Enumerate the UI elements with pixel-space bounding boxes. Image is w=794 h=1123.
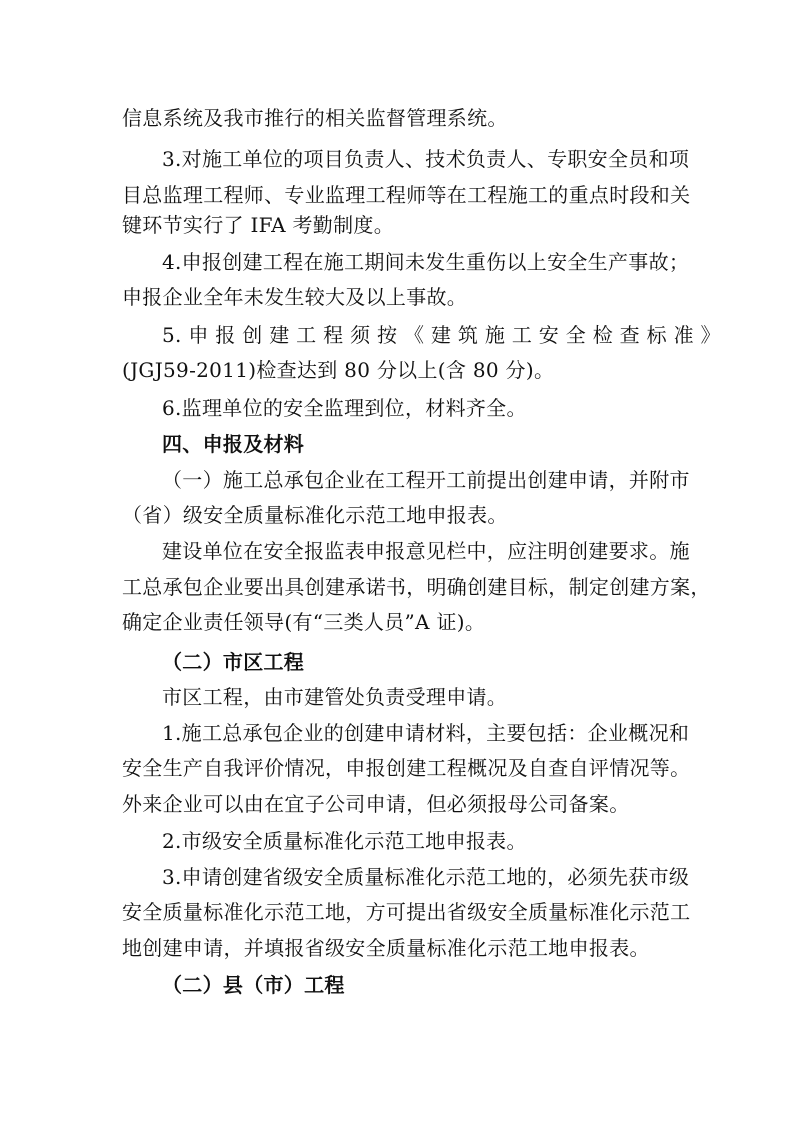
- text-line-12: （省）级安全质量标准化示范工地申报表。: [122, 503, 508, 527]
- text-line-7: 5. 申 报 创 建 工 程 须 按 《 建 筑 施 工 安 全 检 查 标 准 》: [162, 323, 721, 347]
- text-line-6: 申报企业全年未发生较大及以上事故。: [122, 285, 468, 309]
- subsection-heading-city: （二）市区工程: [162, 650, 305, 674]
- text-line-20: 外来企业可以由在宜子公司申请，但必须报母公司备案。: [122, 792, 630, 816]
- text-line-24: 地创建申请，并填报省级安全质量标准化示范工地申报表。: [122, 936, 650, 960]
- text-line-18: 1.施工总承包企业的创建申请材料，主要包括：企业概况和: [162, 721, 690, 745]
- text-line-9: 6.监理单位的安全监理到位，材料齐全。: [162, 396, 527, 420]
- text-line-15: 确定企业责任领导(有“三类人员”A 证)。: [122, 610, 486, 634]
- text-line-19: 安全生产自我评价情况，申报创建工程概况及自查自评情况等。: [122, 756, 691, 780]
- section-heading-4: 四、申报及材料: [162, 432, 305, 456]
- text-line-14: 工总承包企业要出具创建承诺书，明确创建目标，制定创建方案，: [122, 575, 711, 599]
- text-line-13: 建设单位在安全报监表申报意见栏中，应注明创建要求。施: [162, 539, 690, 563]
- text-line-8: (JGJ59-2011)检查达到 80 分以上(含 80 分)。: [122, 358, 555, 382]
- text-line-11: （一）施工总承包企业在工程开工前提出创建申请，并附市: [162, 468, 690, 492]
- text-line-21: 2.市级安全质量标准化示范工地申报表。: [162, 829, 527, 853]
- text-line-23: 安全质量标准化示范工地，方可提出省级安全质量标准化示范工: [122, 900, 691, 924]
- text-line-3: 目总监理工程师、专业监理工程师等在工程施工的重点时段和关: [122, 183, 691, 207]
- text-line-2: 3.对施工单位的项目负责人、技术负责人、专职安全员和项: [162, 147, 690, 171]
- subsection-heading-county: （二）县（市）工程: [162, 973, 345, 997]
- text-line-22: 3.申请创建省级安全质量标准化示范工地的，必须先获市级: [162, 865, 690, 889]
- text-line-17: 市区工程，由市建管处负责受理申请。: [162, 685, 508, 709]
- text-line-5: 4.申报创建工程在施工期间未发生重伤以上安全生产事故；: [162, 250, 690, 274]
- text-line-1: 信息系统及我市推行的相关监督管理系统。: [122, 106, 508, 130]
- text-line-4: 键环节实行了 IFA 考勤制度。: [122, 213, 394, 237]
